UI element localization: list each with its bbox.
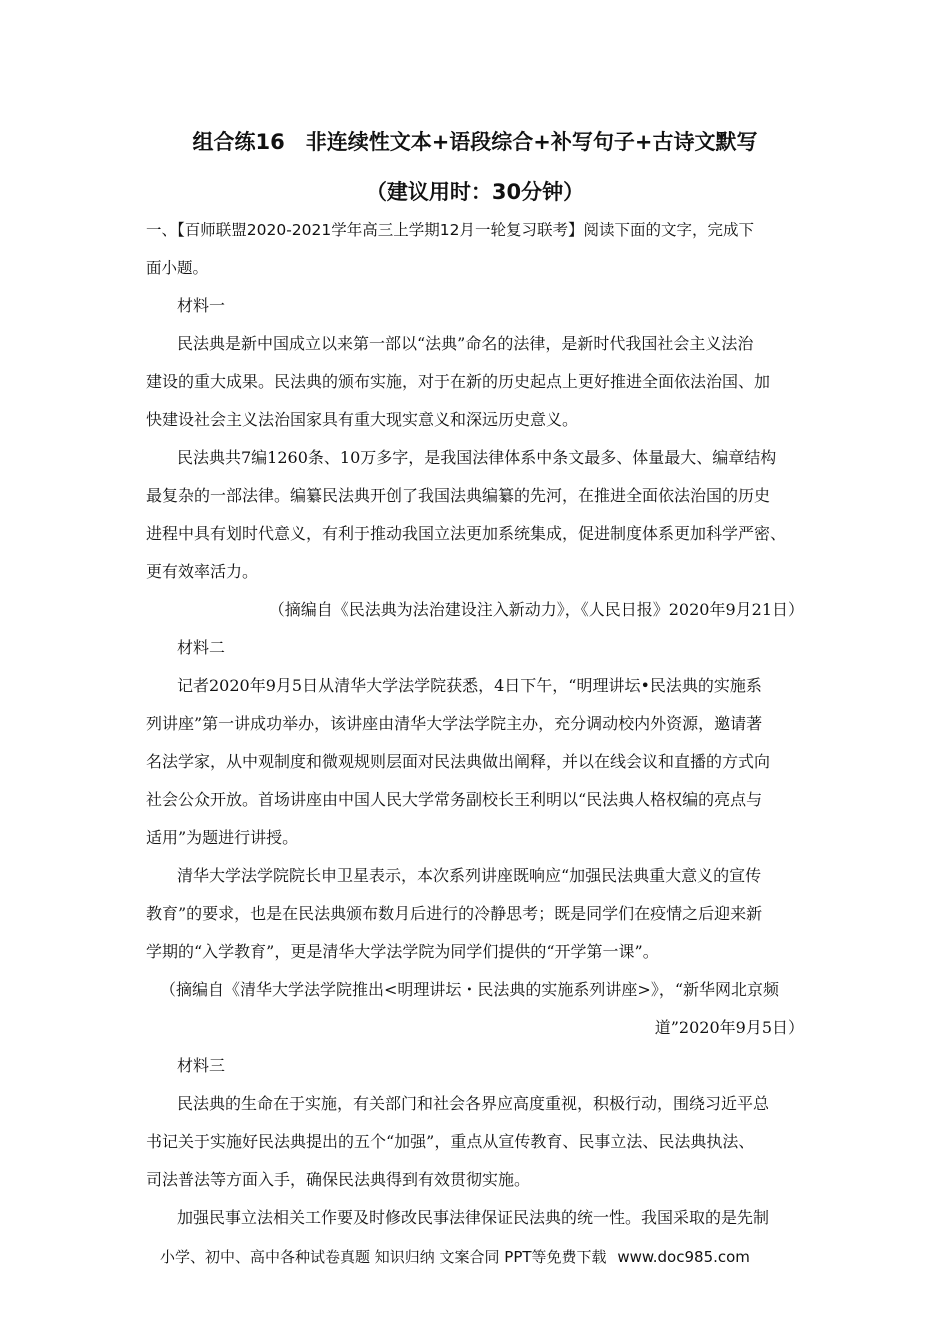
paragraph-line: 社会公众开放。首场讲座由中国人民大学常务副校长王利明以“民法典人格权编的亮点与 — [146, 790, 763, 809]
source-citation: （摘编自《民法典为法治建设注入新动力》，《人民日报》2020年9月21日） — [268, 600, 804, 619]
paragraph-line: 清华大学法学院院长申卫星表示，本次系列讲座既响应“加强民法典重大意义的宣传 — [177, 866, 762, 885]
material-heading: 材料三 — [177, 1056, 226, 1075]
paragraph-line: 记者2020年9月5日从清华大学法学院获悉，4日下午，“明理讲坛•民法典的实施系 — [177, 676, 762, 695]
paragraph-line: 加强民事立法相关工作要及时修改民事法律保证民法典的统一性。我国采取的是先制 — [177, 1208, 770, 1227]
question-intro-line1: 一、【百师联盟2020-2021学年高三上学期12月一轮复习联考】阅读下面的文字，完成下 — [146, 221, 754, 239]
footer-link[interactable]: www.doc985.com — [617, 1248, 750, 1266]
material-heading: 材料二 — [177, 638, 226, 657]
paragraph-line: 司法普法等方面入手，确保民法典得到有效贯彻实施。 — [146, 1170, 531, 1189]
source-citation: （摘编自《清华大学法学院推出<明理讲坛・民法典的实施系列讲座>》，“新华网北京频 — [160, 980, 779, 999]
source-citation: 道”2020年9月5日） — [654, 1018, 804, 1037]
paragraph-line: 民法典是新中国成立以来第一部以“法典”命名的法律，是新时代我国社会主义法治 — [177, 334, 754, 353]
material-heading: 材料一 — [177, 296, 226, 315]
paragraph-line: 列讲座”第一讲成功举办，该讲座由清华大学法学院主办，充分调动校内外资源，邀请著 — [146, 714, 763, 733]
paragraph-line: 进程中具有划时代意义，有利于推动我国立法更加系统集成，促进制度体系更加科学严密、 — [146, 524, 787, 543]
page-subtitle: （建议用时：30分钟） — [365, 180, 585, 204]
paragraph-line: 书记关于实施好民法典提出的五个“加强”，重点从宣传教育、民事立法、民法典执法、 — [146, 1132, 755, 1151]
paragraph-line: 更有效率活力。 — [146, 562, 259, 581]
question-intro-line2: 面小题。 — [146, 259, 209, 277]
paragraph-line: 适用”为题进行讲授。 — [146, 828, 299, 847]
paragraph-line: 名法学家，从中观制度和微观规则层面对民法典做出阐释，并以在线会议和直播的方式向 — [146, 752, 771, 771]
footer-text: 小学、初中、高中各种试卷真题 知识归纳 文案合同 PPT等免费下载 — [160, 1248, 607, 1266]
page-title: 组合练16 非连续性文本+语段综合+补写句子+古诗文默写 — [192, 130, 758, 154]
paragraph-line: 最复杂的一部法律。编纂民法典开创了我国法典编纂的先河，在推进全面依法治国的历史 — [146, 486, 771, 505]
footer — [160, 1246, 800, 1267]
paragraph-line: 建设的重大成果。民法典的颁布实施，对于在新的历史起点上更好推进全面依法治国、加 — [146, 372, 771, 391]
paragraph-line: 教育”的要求，也是在民法典颁布数月后进行的冷静思考；既是同学们在疫情之后迎来新 — [146, 904, 763, 923]
paragraph-line: 民法典共7编1260条、10万多字，是我国法律体系中条文最多、体量最大、编章结构 — [177, 448, 777, 467]
paragraph-line: 快建设社会主义法治国家具有重大现实意义和深远历史意义。 — [146, 410, 579, 429]
paragraph-line: 民法典的生命在于实施，有关部门和社会各界应高度重视，积极行动，围绕习近平总 — [177, 1094, 770, 1113]
paragraph-line: 学期的“入学教育”，更是清华大学法学院为同学们提供的“开学第一课”。 — [146, 942, 659, 961]
